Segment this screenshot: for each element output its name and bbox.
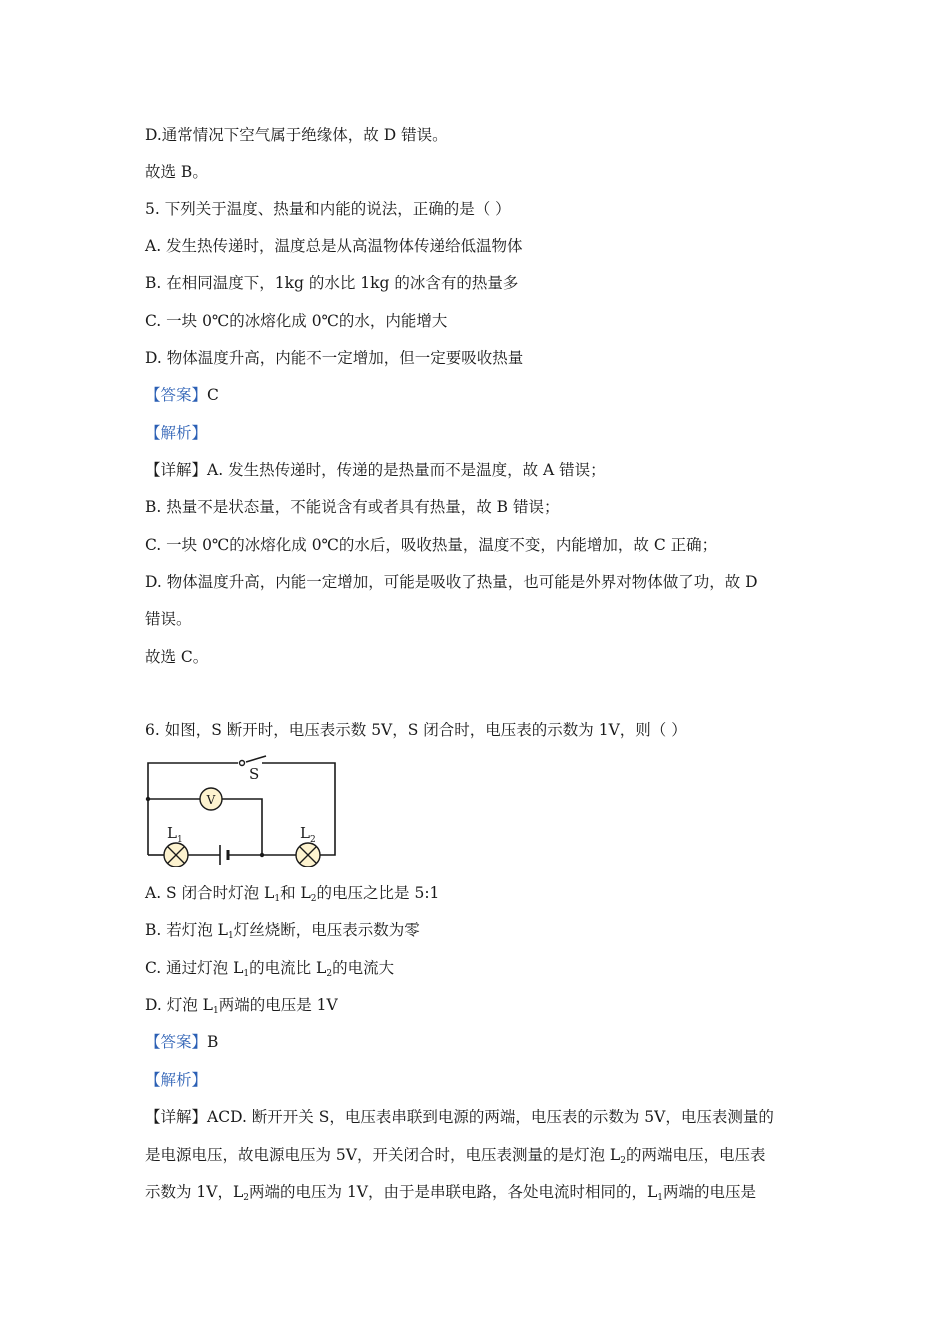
- q5-option-a: A. 发生热传递时，温度总是从高温物体传递给低温物体: [145, 237, 523, 255]
- lamp-l2-subscript: 2: [309, 835, 316, 845]
- q5-detail-d-line1: D. 物体温度升高，内能一定增加，可能是吸收了热量，也可能是外界对物体做了功，故 D: [145, 573, 758, 591]
- q5-stem: 5. 下列关于温度、热量和内能的说法，正确的是（ ）: [145, 200, 511, 218]
- q6-option-a: A. S 闭合时灯泡 $L_1$和 $L_2$的电压之比是 5:1: [145, 884, 440, 904]
- q5-analysis-tag: [145, 423, 207, 443]
- q5-answer: [145, 385, 219, 405]
- switch-label: S: [249, 765, 260, 783]
- analysis-tag: 【解析】: [145, 424, 208, 442]
- q6-option-b: B. 若灯泡 $L_1$灯丝烧断，电压表示数为零: [145, 921, 420, 941]
- q6-option-d: D. 灯泡 $L_1$两端的电压是 1V: [145, 996, 338, 1016]
- voltmeter-icon: [200, 788, 222, 810]
- lamp-l1-label: [167, 824, 183, 845]
- q5-detail-b: B. 热量不是状态量，不能说含有或者具有热量，故 B 错误；: [145, 498, 560, 516]
- junction-left: [146, 797, 150, 801]
- q5-detail-a: [145, 460, 606, 480]
- q6-detail-line3: 示数为 1V，$L_2$两端的电压为 1V，由于是串联电路，各处电流时相同的，$L_1$两端的电压是: [145, 1183, 757, 1203]
- voltmeter-label: V: [206, 793, 216, 807]
- q5-conclusion: 故选 C。: [145, 648, 209, 666]
- answer-tag: 【答案】: [145, 386, 208, 404]
- detail-text: A. 发生热传递时，传递的是热量而不是温度，故 A 错误；: [207, 461, 606, 479]
- prev-conclusion: 故选 B。: [145, 163, 208, 181]
- detail-tag: 【详解】: [145, 1108, 208, 1126]
- analysis-tag: 【解析】: [145, 1071, 208, 1089]
- wire-left-top: [148, 763, 238, 855]
- q6-detail-line2: 是电源电压，故电源电压为 5V，开关闭合时，电压表测量的是灯泡 $L_2$的两端电压，电压表: [145, 1146, 766, 1166]
- lamp-l1-subscript: 1: [176, 835, 183, 845]
- lamp-l2-letter: L: [300, 824, 310, 842]
- answer-tag: 【答案】: [145, 1033, 208, 1051]
- q5-detail-c: C. 一块 0℃的冰熔化成 0℃的水后，吸收热量，温度不变，内能增加，故 C 正确；: [145, 536, 718, 554]
- lamp-l2-label: [300, 824, 316, 845]
- junction-right: [260, 853, 264, 857]
- lamp-l1-icon: [164, 843, 188, 867]
- prev-option-d-explanation: D.通常情况下空气属于绝缘体，故 D 错误。: [145, 126, 448, 144]
- circuit-diagram: [140, 755, 345, 867]
- q6-answer: [145, 1032, 218, 1052]
- q5-option-c: C. 一块 0℃的冰熔化成 0℃的水，内能增大: [145, 312, 448, 330]
- switch-blade: [246, 756, 266, 762]
- battery-icon: [220, 845, 228, 865]
- lamp-l1-letter: L: [167, 824, 177, 842]
- lamp-l2-icon: [296, 843, 320, 867]
- q6-stem: 6. 如图，S 断开时，电压表示数 5V，S 闭合时，电压表的示数为 1V，则（ ）: [145, 721, 687, 739]
- q6-detail-line1: [145, 1107, 774, 1127]
- answer-value: C: [207, 386, 219, 404]
- answer-value: B: [207, 1033, 219, 1051]
- detail-text: ACD. 断开开关 S，电压表串联到电源的两端，电压表的示数为 5V，电压表测量的: [207, 1108, 774, 1126]
- q5-detail-d-line2: 错误。: [145, 610, 192, 628]
- switch-contact: [240, 761, 245, 766]
- q5-option-b: B. 在相同温度下，1kg 的水比 1kg 的冰含有的热量多: [145, 274, 519, 292]
- wire-meter-right: [222, 799, 262, 855]
- wire-right: [262, 763, 335, 855]
- q6-option-c: C. 通过灯泡 $L_1$的电流比 $L_2$的电流大: [145, 959, 395, 979]
- q6-analysis-tag: [145, 1070, 207, 1090]
- q5-option-d: D. 物体温度升高，内能不一定增加，但一定要吸收热量: [145, 349, 524, 367]
- detail-tag: 【详解】: [145, 461, 208, 479]
